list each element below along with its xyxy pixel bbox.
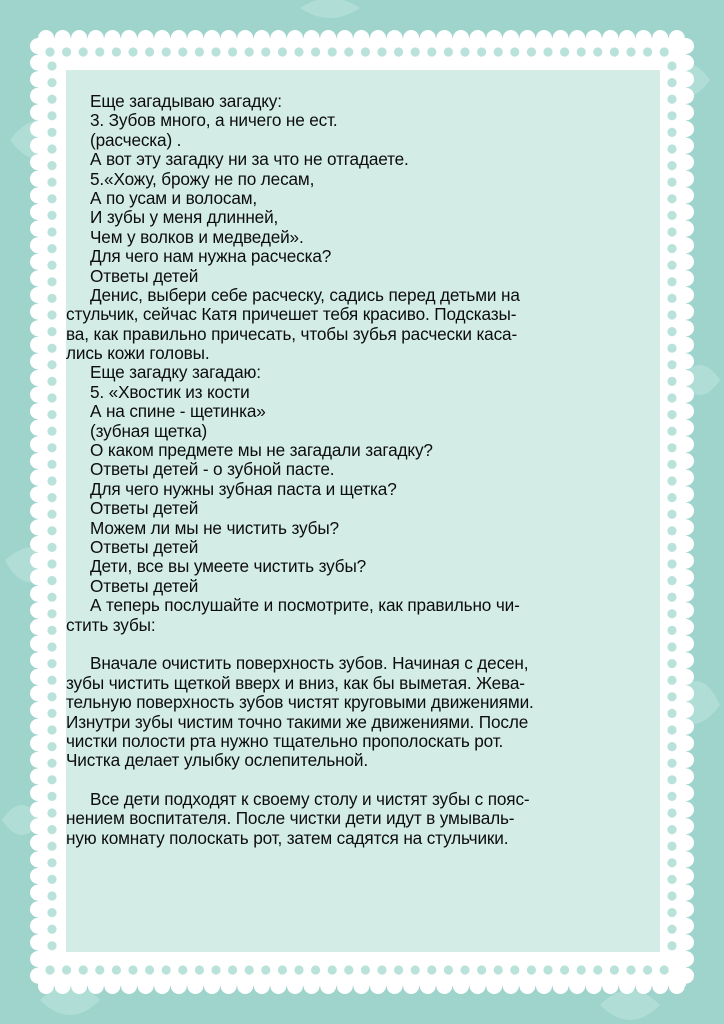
text-line: Можем ли мы не чистить зубы? — [90, 517, 339, 538]
text-line: Денис, выбери себе расческу, садись перед детьми на — [90, 284, 520, 305]
text-line: Ответы детей — [90, 498, 199, 519]
text-line: А теперь послушайте и посмотрите, как правильно чи- — [90, 595, 520, 616]
text-line: ва, как правильно причесать, чтобы зубья расчески каса- — [66, 323, 518, 344]
paragraph-gap — [66, 771, 628, 790]
text-line: Дети, все вы умеете чистить зубы? — [90, 556, 367, 577]
text-line: Все дети подходят к своему столу и чистят зубы с пояс- — [90, 789, 530, 810]
text-line: (зубная щетка) — [90, 420, 208, 441]
text-line: Ответы детей — [90, 575, 199, 596]
text-line: А по усам и волосам, — [90, 187, 258, 208]
text-line: Еще загадку загадаю: — [90, 362, 261, 383]
text-line: Для чего нужны зубная паста и щетка? — [90, 478, 397, 499]
document-text — [66, 92, 628, 848]
text-line: 5.«Хожу, брожу не по лесам, — [90, 168, 315, 189]
text-line: стульчик, сейчас Катя причешет тебя красиво. Подсказы- — [66, 304, 517, 325]
text-line: А на спине - щетинка» — [90, 401, 266, 422]
text-line: Для чего нам нужна расческа? — [90, 246, 332, 267]
text-line: О каком предмете мы не загадали загадку? — [90, 440, 433, 461]
text-line: А вот эту загадку ни за что не отгадаете. — [90, 149, 409, 170]
text-line: ную комнату полоскать рот, затем садятся на стульчики. — [66, 827, 509, 848]
text-line: 5. «Хвостик из кости — [90, 381, 250, 402]
text-line: Вначале очистить поверхность зубов. Начиная с десен, — [90, 653, 529, 674]
text-line: лись кожи головы. — [66, 343, 210, 364]
text-line: Изнутри зубы чистим точно такими же движениями. После — [66, 711, 529, 732]
text-line: Чем у волков и медведей». — [90, 226, 304, 247]
text-line: Еще загадываю загадку: — [90, 91, 282, 111]
text-line: тельную поверхность зубов чистят круговыми движениями. — [66, 692, 534, 713]
text-line: чистки полости рта нужно тщательно прополоскать рот. — [66, 730, 504, 751]
text-line: Ответы детей — [90, 265, 199, 286]
text-line: нением воспитателя. После чистки дети идут в умываль- — [66, 808, 515, 829]
text-line: Чистка делает улыбку ослепительной. — [66, 750, 368, 771]
text-line: Ответы детей — [90, 536, 199, 557]
text-line: (расческа) . — [90, 129, 182, 150]
paragraph-gap — [66, 635, 628, 654]
text-line: И зубы у меня длинней, — [90, 207, 279, 228]
text-line: Ответы детей - о зубной пасте. — [90, 459, 335, 480]
text-line: 3. Зубов много, а ничего не ест. — [90, 110, 338, 131]
text-line: стить зубы: — [66, 614, 156, 635]
text-line: зубы чистить щеткой вверх и вниз, как бы выметая. Жева- — [66, 672, 525, 693]
